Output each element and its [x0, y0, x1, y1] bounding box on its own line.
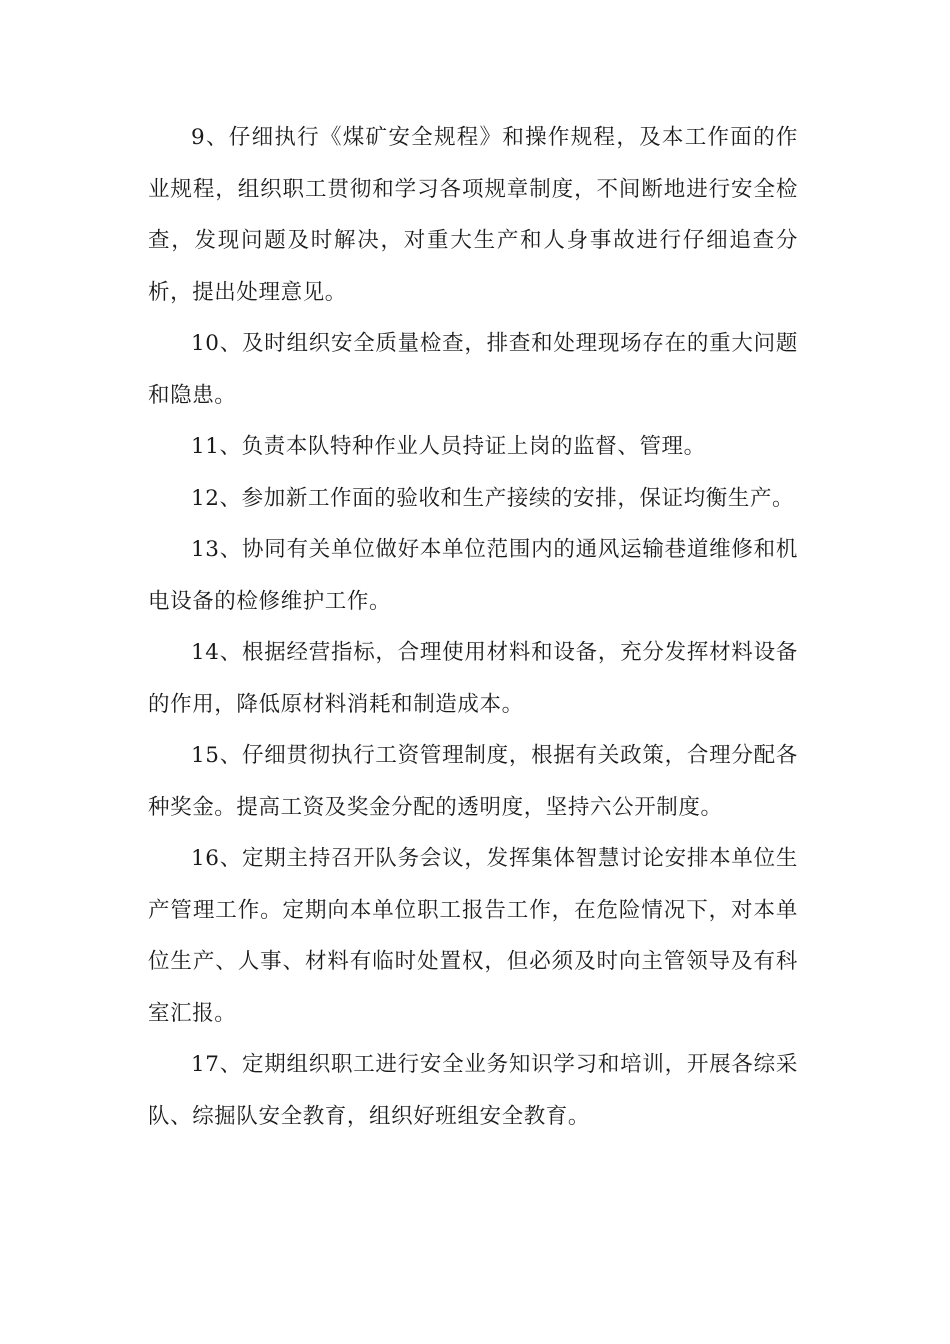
document-body	[148, 112, 798, 1142]
paragraph-item-16: 16、定期主持召开队务会议，发挥集体智慧讨论安排本单位生产管理工作。定期向本单位职工报告工作，在危险情况下，对本单位生产、人事、材料有临时处置权，但必须及时向主管领导及有科室汇报。	[148, 846, 798, 1026]
paragraph-item-15: 15、仔细贯彻执行工资管理制度，根据有关政策，合理分配各种奖金。提高工资及奖金分配的透明度，坚持六公开制度。	[148, 743, 798, 820]
paragraph-item-14: 14、根据经营指标，合理使用材料和设备，充分发挥材料设备的作用，降低原材料消耗和制造成本。	[148, 640, 798, 717]
paragraph-item-12: 12、参加新工作面的验收和生产接续的安排，保证均衡生产。	[191, 485, 795, 511]
paragraph-item-13: 13、协同有关单位做好本单位范围内的通风运输巷道维修和机电设备的检修维护工作。	[148, 537, 798, 614]
paragraph-item-10: 10、及时组织安全质量检查，排查和处理现场存在的重大问题和隐患。	[148, 331, 798, 408]
paragraph-item-9: 9、仔细执行《煤矿安全规程》和操作规程，及本工作面的作业规程，组织职工贯彻和学习各项规章制度，不间断地进行安全检查，发现问题及时解决，对重大生产和人身事故进行仔细追查分析，提出处理意见。	[148, 125, 798, 305]
paragraph-item-11: 11、负责本队特种作业人员持证上岗的监督、管理。	[191, 434, 706, 459]
paragraph-item-17: 17、定期组织职工进行安全业务知识学习和培训，开展各综采队、综掘队安全教育，组织好班组安全教育。	[148, 1052, 798, 1129]
